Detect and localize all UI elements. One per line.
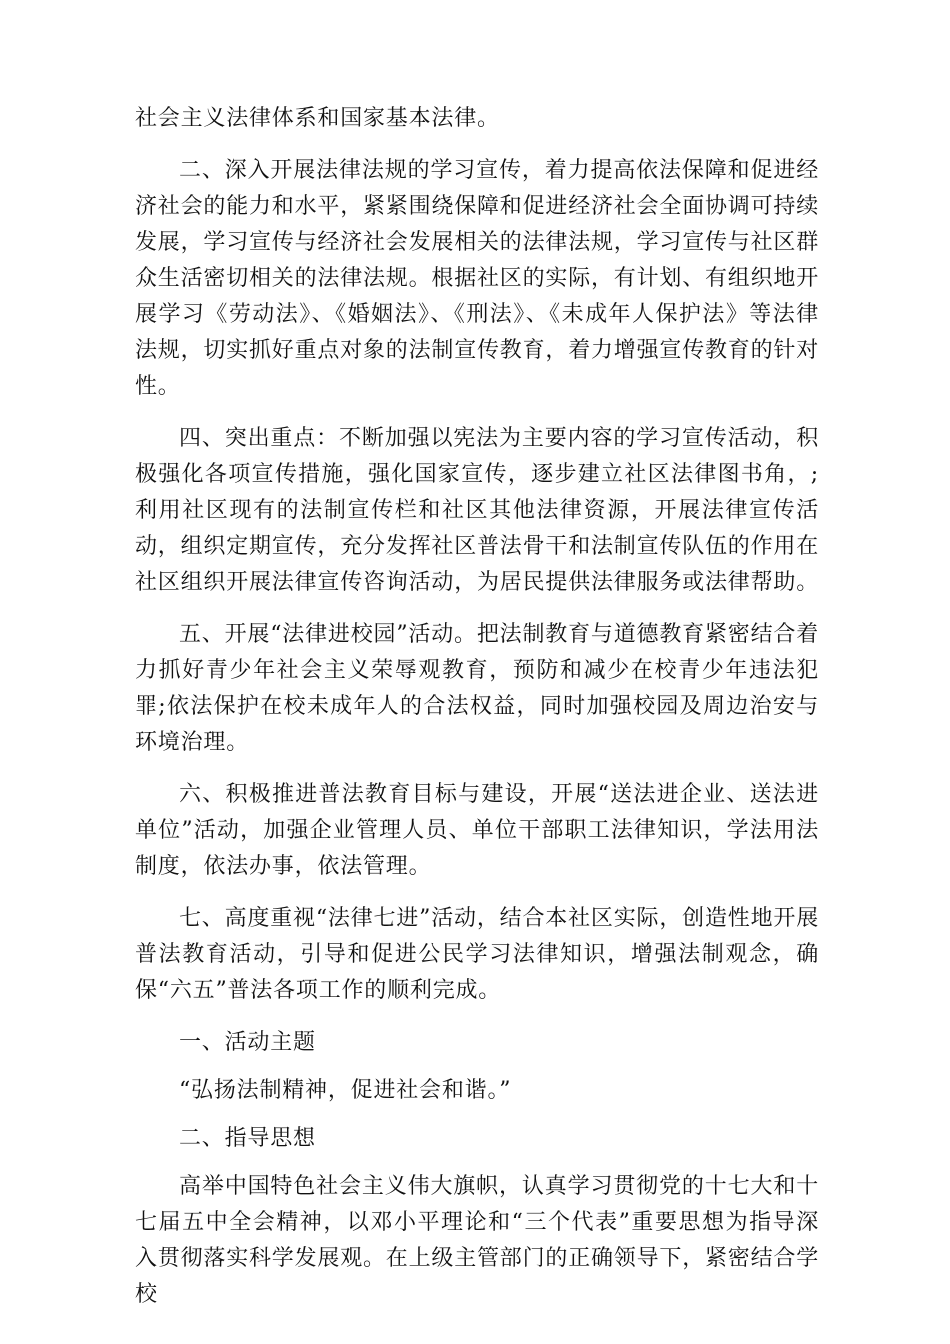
paragraph-section-four: 四、突出重点：不断加强以宪法为主要内容的学习宣传活动，积极强化各项宣传措施，强化国家宣传，逐步建立社区法律图书角，;利用社区现有的法制宣传栏和社区其他法律资源，开展法律宣传活动，组织定期宣传，充分发挥社区普法骨干和法制宣传队伍的作用在社区组织开展法律宣传咨询活动，为居民提供法律服务或法律帮助。 [135, 426, 820, 595]
document-body [135, 101, 819, 1329]
heading-guiding-ideology: 二、指导思想 [179, 1126, 316, 1151]
heading-activity-theme: 一、活动主题 [179, 1030, 316, 1055]
paragraph-section-six: 六、积极推进普法教育目标与建设，开展“送法进企业、送法进单位”活动，加强企业管理人员、单位干部职工法律知识，学法用法制度，依法办事，依法管理。 [135, 782, 819, 879]
paragraph-theme-slogan: “弘扬法制精神，促进社会和谐。” [179, 1078, 512, 1103]
paragraph-section-five: 五、开展“法律进校园”活动。把法制教育与道德教育紧密结合着力抓好青少年社会主义荣辱观教育，预防和减少在校青少年违法犯罪;依法保护在校未成年人的合法权益，同时加强校园及周边治安与环境治理。 [135, 622, 819, 755]
paragraph-continuation: 社会主义法律体系和国家基本法律。 [135, 106, 500, 131]
paragraph-section-seven: 七、高度重视“法律七进”活动，结合本社区实际，创造性地开展普法教育活动，引导和促进公民学习法律知识，增强法制观念，确保“六五”普法各项工作的顺利完成。 [135, 906, 819, 1003]
paragraph-guiding-ideology: 高举中国特色社会主义伟大旗帜，认真学习贯彻党的十七大和十七届五中全会精神，以邓小平理论和“三个代表”重要思想为指导深入贯彻落实科学发展观。在上级主管部门的正确领导下，紧密结合学校 [135, 1174, 820, 1307]
paragraph-section-two: 二、深入开展法律法规的学习宣传，着力提高依法保障和促进经济社会的能力和水平，紧紧围绕保障和促进经济社会全面协调可持续发展，学习宣传与经济社会发展相关的法律法规，学习宣传与社区群众生活密切相关的法律法规。根据社区的实际，有计划、有组织地开展学习《劳动法》、《婚姻法》、《刑法》、《未成年人保护法》等法律法规，切实抓好重点对象的法制宣传教育，着力增强宣传教育的针对性。 [135, 158, 820, 399]
